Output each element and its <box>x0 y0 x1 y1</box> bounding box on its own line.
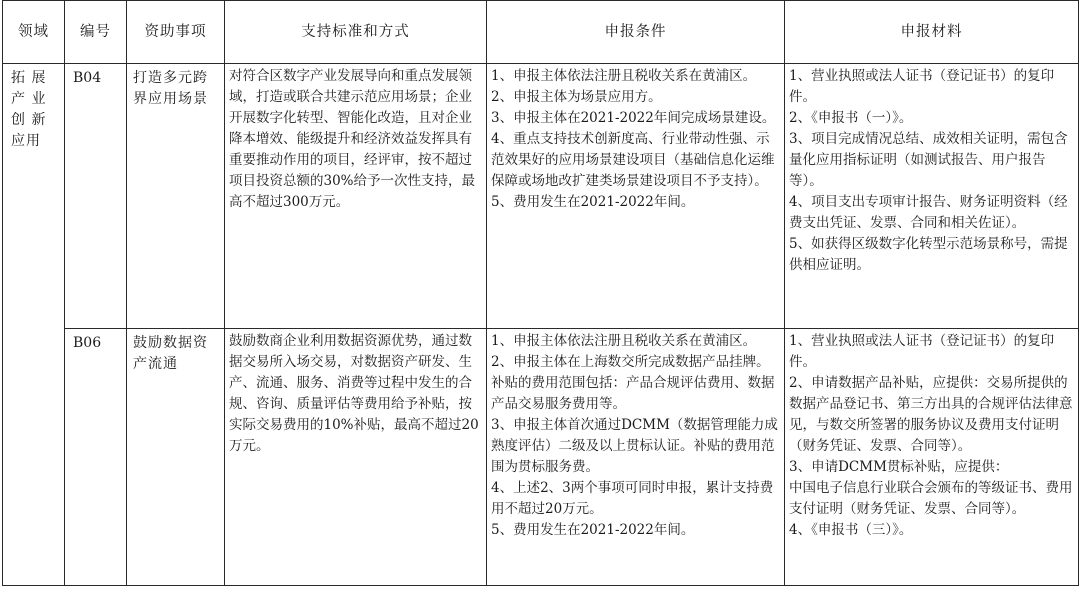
header-conditions: 申报条件 <box>487 1 785 64</box>
table-row <box>3 329 1079 586</box>
standard-cell <box>225 64 487 329</box>
code-cell <box>65 329 127 586</box>
row-item: 鼓励数据资 产流通 <box>133 335 208 372</box>
row-materials: 1、营业执照或法人证书（登记证书）的复印件。 2、申请数据产品补贴，应提供：交易所提供的数据产品登记书、第三方出具的合规评估法律意见，与数交所签署的服务协议及费用支付证明（财务凭证、发票、合同等）。 3、申请DCMM贯标补贴，应提供： 中国电子信息行业联合会颁布的等级证书、费用支付证明（财务凭证、发票、合同等）。 4、《申报书（三）》。 <box>789 333 1073 538</box>
row-conditions: 1、申报主体依法注册且税收关系在黄浦区。 2、申报主体在上海数交所完成数据产品挂牌。补贴的费用范围包括：产品合规评估费用、数据产品交易服务费用等。 3、申报主体首次通过DCMM（数据管理能力成熟度评估）二级及以上贯标认证。补贴的费用范围为贯标服务费。 4、上述2、3两个事项可同时申报，累计支持费用不超过20万元。 5、费用发生在2021-2022年间。 <box>491 333 778 538</box>
header-standard: 支持标准和方式 <box>225 1 487 64</box>
materials-cell <box>785 64 1079 329</box>
header-code: 编号 <box>65 1 127 64</box>
row-materials: 1、营业执照或法人证书（登记证书）的复印件。 2、《申报书（一）》。 3、项目完成情况总结、成效相关证明，需包含量化应用指标证明（如测试报告、用户报告等）。 4、项目支出专项审计报告、财务证明资料（经费支出凭证、发票、合同和相关佐证）。 5、如获得区级数字化转型示范场景称号，需提供相应证明。 <box>789 68 1068 273</box>
materials-cell <box>785 329 1079 586</box>
row-code: B06 <box>73 335 102 351</box>
header-row <box>3 1 1079 64</box>
code-cell <box>65 64 127 329</box>
item-cell <box>127 329 225 586</box>
row-item: 打造多元跨 界应用场景 <box>133 70 208 107</box>
row-code: B04 <box>73 70 102 86</box>
row-standard: 对符合区数字产业发展导向和重点发展领域，打造或联合共建示范应用场景；企业开展数字化转型、智能化改造，且对企业降本增效、能级提升和经济效益发挥具有重要推动作用的项目，经评审，按不超过项目投资总额的30%给予一次性支持，最高不超过300万元。 <box>229 68 476 210</box>
header-field: 领域 <box>3 1 65 64</box>
conditions-cell <box>487 64 785 329</box>
policy-table <box>2 0 1079 586</box>
row-standard: 鼓励数商企业利用数据资源优势，通过数据交易所入场交易，对数据资产研发、生产、流通、服务、消费等过程中发生的合规、咨询、质量评估等费用给予补贴，按实际交易费用的10%补贴，最高不超过20万元。 <box>229 333 479 454</box>
row-conditions: 1、申报主体依法注册且税收关系在黄浦区。 2、申报主体为场景应用方。 3、申报主体在2021-2022年间完成场景建设。 4、重点支持技术创新度高、行业带动性强、示范效果好的应用场景建设项目（基础信息化运维保障或场地改扩建类场景建设项目不予支持）。 5、费用发生在2021-2022年间。 <box>491 68 776 210</box>
standard-cell <box>225 329 487 586</box>
conditions-cell <box>487 329 785 586</box>
table-row <box>3 64 1079 329</box>
header-materials: 申报材料 <box>785 1 1079 64</box>
header-item: 资助事项 <box>127 1 225 64</box>
item-cell <box>127 64 225 329</box>
field-cell <box>3 64 65 586</box>
field-name: 拓 展 产 业 创 新 应用 <box>11 70 47 149</box>
